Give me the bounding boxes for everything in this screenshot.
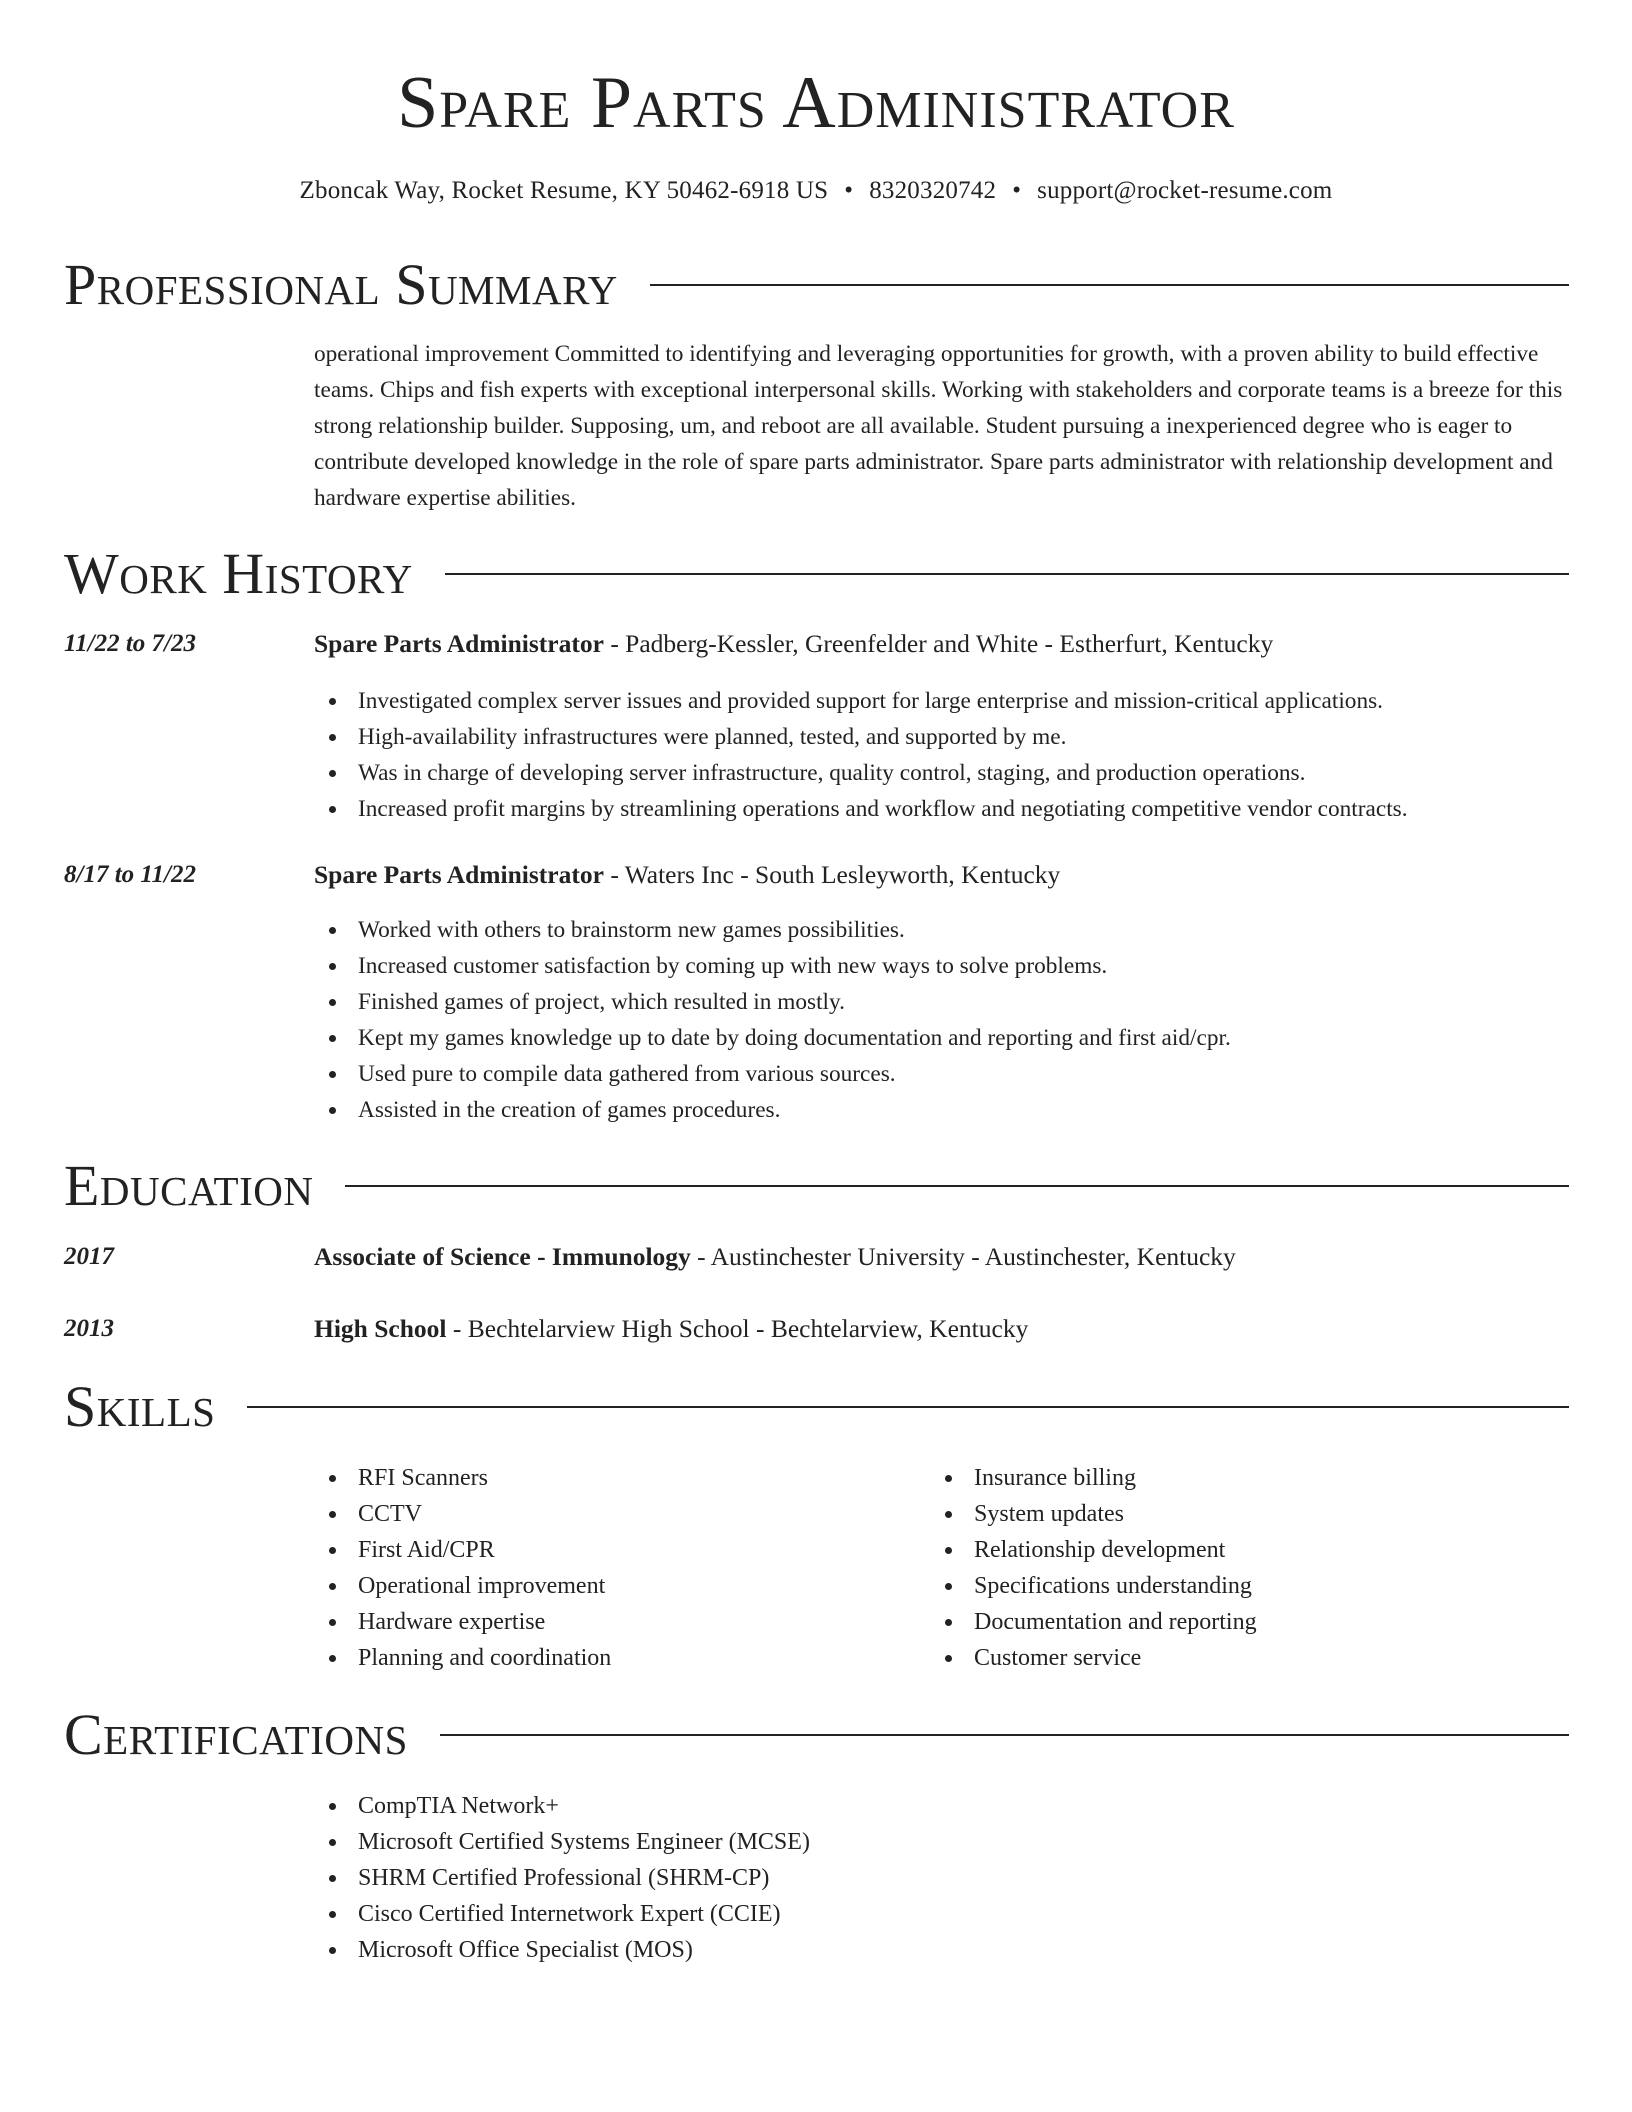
job-title: Spare Parts Administrator [314,860,604,889]
skill-item: Specifications understanding [930,1568,1257,1604]
skill-item: CCTV [314,1496,611,1532]
list-item: Finished games of project, which resulted in mostly. [314,984,1231,1020]
certification-item: CompTIA Network+ [314,1788,810,1824]
skill-item: Relationship development [930,1532,1257,1568]
list-item: Increased profit margins by streamlining operations and workflow and negotiating competitive vendor contracts. [314,791,1408,827]
section-title: Professional Summary [64,252,618,317]
certification-item: Microsoft Certified Systems Engineer (MCSE) [314,1824,810,1860]
section-title: Certifications [64,1702,408,1767]
certification-item: SHRM Certified Professional (SHRM-CP) [314,1860,810,1896]
skill-item: Documentation and reporting [930,1604,1257,1640]
job-title-line [314,628,1273,660]
skills-list-right [930,1460,1257,1676]
list-item: Kept my games knowledge up to date by doing documentation and reporting and first aid/cpr. [314,1020,1231,1056]
section-divider [345,1185,1569,1187]
certifications-list [314,1788,810,1968]
section-header-skills [64,1374,1569,1440]
job-bullets [314,912,1231,1128]
job-dates: 8/17 to 11/22 [64,861,196,888]
list-item: Investigated complex server issues and provided support for large enterprise and mission-critical applications. [314,683,1408,719]
skill-item: System updates [930,1496,1257,1532]
section-title: Work History [64,541,413,606]
section-divider [440,1734,1569,1736]
education-school: - Austinchester University - Austinchester, Kentucky [690,1242,1236,1271]
skill-item: Insurance billing [930,1460,1257,1496]
skill-item: Hardware expertise [314,1604,611,1640]
contact-line [0,174,1632,208]
job-dates: 11/22 to 7/23 [64,630,196,657]
skill-item: RFI Scanners [314,1460,611,1496]
job-employer: - Waters Inc - South Lesleyworth, Kentucky [603,860,1061,889]
contact-address: Zboncak Way, Rocket Resume, KY 50462-6918 US [299,177,829,204]
section-title: Education [64,1153,314,1218]
list-item: High-availability infrastructures were planned, tested, and supported by me. [314,719,1408,755]
education-degree: High School [314,1314,447,1343]
list-item: Was in charge of developing server infrastructure, quality control, staging, and production operations. [314,755,1408,791]
section-header-work-history [64,541,1569,607]
section-header-education [64,1153,1569,1219]
skill-item: Customer service [930,1640,1257,1676]
job-title: Spare Parts Administrator [314,629,604,658]
certification-item: Cisco Certified Internetwork Expert (CCIE) [314,1896,810,1932]
section-divider [445,573,1569,575]
education-line [314,1313,1028,1345]
resume-name: Spare Parts Administrator [397,62,1235,144]
education-year: 2017 [64,1243,114,1270]
education-line [314,1241,1236,1273]
contact-phone: 8320320742 [869,177,997,204]
certification-item: Microsoft Office Specialist (MOS) [314,1932,810,1968]
section-title: Skills [64,1374,216,1439]
list-item: Worked with others to brainstorm new games possibilities. [314,912,1231,948]
education-degree: Associate of Science - Immunology [314,1242,691,1271]
contact-email: support@rocket-resume.com [1037,177,1333,204]
job-bullets [314,683,1408,827]
summary-text: operational improvement Committed to identifying and leveraging opportunities for growth, with a proven ability to build effective teams. Chips and fish experts with exceptional interpersonal skills. Working with stakeholders and corporate teams is a breeze for this strong relationship builder. Supposing, um, and reboot are all available. Student pursuing a inexperienced degree who is eager to contribute developed knowledge in the role of spare parts administrator. Spare parts administrator with relationship development and hardware expertise abilities. [314,341,1563,511]
list-item: Increased customer satisfaction by coming up with new ways to solve problems. [314,948,1231,984]
job-employer: - Padberg-Kessler, Greenfelder and White - Estherfurt, Kentucky [603,629,1274,658]
skill-item: First Aid/CPR [314,1532,611,1568]
skill-item: Operational improvement [314,1568,611,1604]
section-divider [247,1406,1569,1408]
contact-separator: • [1012,177,1022,204]
contact-separator: • [844,177,854,204]
skills-list-left [314,1460,611,1676]
list-item: Assisted in the creation of games procedures. [314,1092,1231,1128]
education-year: 2013 [64,1315,114,1342]
section-header-certifications [64,1702,1569,1768]
section-divider [650,284,1569,286]
education-school: - Bechtelarview High School - Bechtelarview, Kentucky [446,1314,1029,1343]
job-title-line [314,859,1060,891]
section-header-summary [64,252,1569,318]
skill-item: Planning and coordination [314,1640,611,1676]
list-item: Used pure to compile data gathered from various sources. [314,1056,1231,1092]
